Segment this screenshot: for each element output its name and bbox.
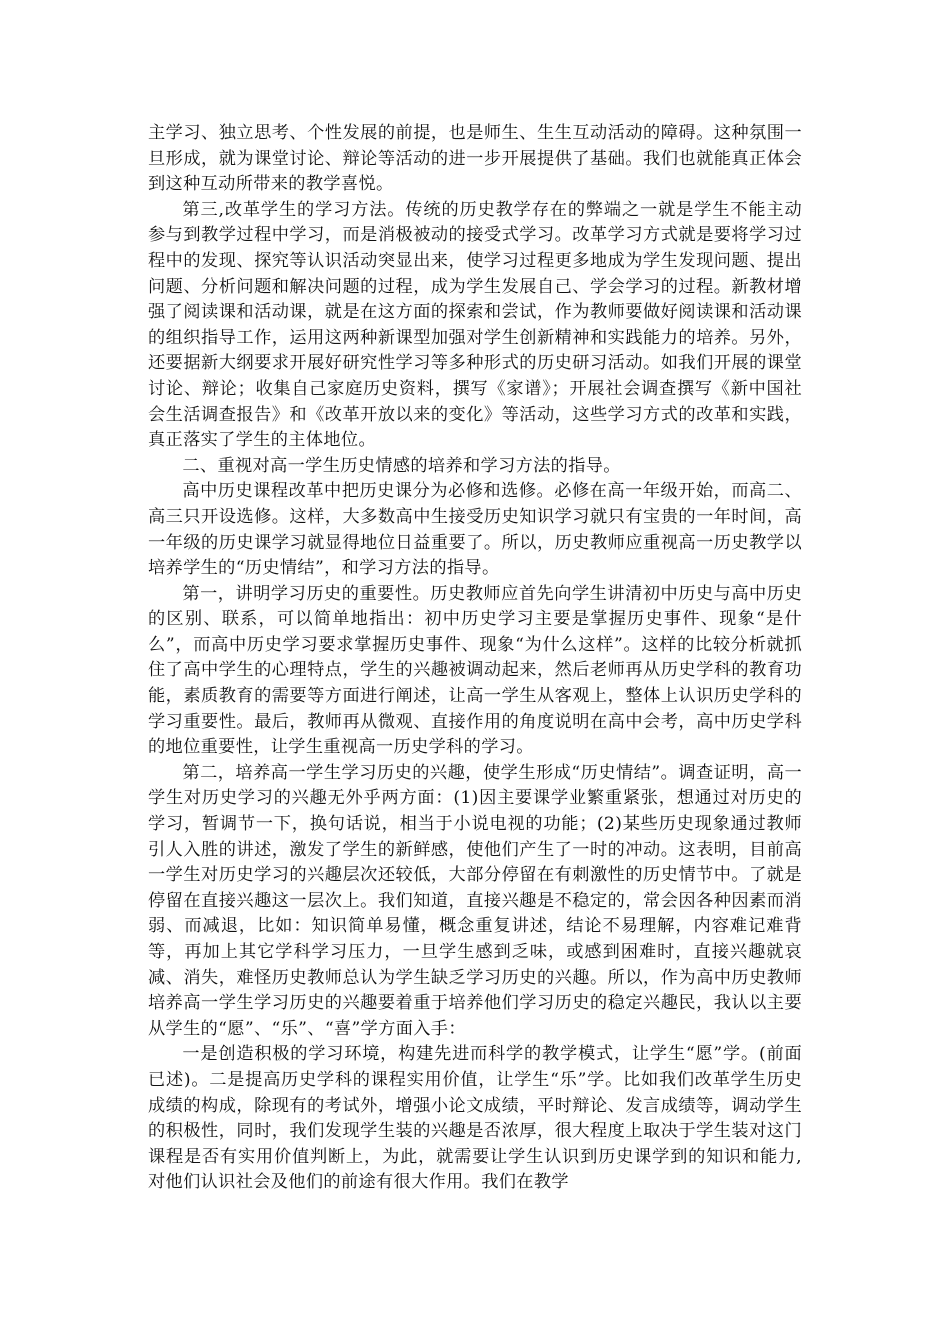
paragraph: 第二，培养高一学生学习历史的兴趣，使学生形成“历史情结”。调查证明，高一学生对历史学习的兴趣无外乎两方面：(1)因主要课学业繁重紧张，想通过对历史的学习，暂调节一下，换句话说，相当于小说电视的功能；(2)某些历史现象通过教师引人入胜的讲述，激发了学生的新鲜感，使他们产生了一时的冲动。这表明，目前高一学生对历史学习的兴趣层次还较低，大部分停留在有刺激性的历史情节中。了就是停留在直接兴趣这一层次上。我们知道，直接兴趣是不稳定的，常会因各种因素而消弱、而减退，比如：知识简单易懂，概念重复讲述，结论不易理解，内容难记难背等，再加上其它学科学习压力，一旦学生感到乏味，或感到困难时，直接兴趣就哀减、消失，难怪历史教师总认为学生缺乏学习历史的兴趣。所以，作为高中历史教师培养高一学生学习历史的兴趣要着重于培养他们学习历史的稳定兴趣民，我认以主要从学生的“愿”、“乐”、“喜”学方面入手：: [148, 762, 802, 1039]
paragraph: 第一，讲明学习历史的重要性。历史教师应首先向学生讲清初中历史与高中历史的区别、联系，可以简单地指出：初中历史学习主要是掌握历史事件、现象“是什么”，而高中历史学习要求掌握历史事件、现象“为什么这样”。这样的比较分析就抓住了高中学生的心理特点，学生的兴趣被调动起来，然后老师再从历史学科的教育功能，素质教育的需要等方面进行阐述，让高一学生从客观上，整体上认识历史学科的学习重要性。最后，教师再从微观、直接作用的角度说明在高中会考，高中历史学科的地位重要性，让学生重视高一历史学科的学习。: [148, 583, 802, 758]
document-page: [148, 121, 802, 1196]
paragraph: 一是创造积极的学习环境，构建先进而科学的教学模式，让学生“愿”学。(前面已述)。二是提高历史学科的课程实用价值，让学生“乐”学。比如我们改革学生历史成绩的构成，除现有的考试外，增强小论文成绩，平时辩论、发言成绩等，调动学生的积极性，同时，我们发现学生装的兴趣是否浓厚，很大程度上取决于学生装对这门课程是否有实用价值判断上，为此，就需要让学生认识到历史课学到的知识和能力,对他们认识社会及他们的前途有很大作用。我们在教学: [148, 1044, 802, 1193]
paragraph: 高中历史课程改革中把历史课分为必修和选修。必修在高一年级开始，而高二、高三只开设选修。这样，大多数高中生接受历史知识学习就只有宝贵的一年时间，高一年级的历史课学习就显得地位日益重要了。所以，历史教师应重视高一历史教学以培养学生的“历史情结”，和学习方法的指导。: [148, 481, 802, 579]
paragraph: 主学习、独立思考、个性发展的前提，也是师生、生生互动活动的障碍。这种氛围一旦形成，就为课堂讨论、辩论等活动的进一步开展提供了基础。我们也就能真正体会到这种互动所带来的教学喜悦。: [148, 123, 802, 195]
paragraph: 第三,改革学生的学习方法。传统的历史教学存在的弊端之一就是学生不能主动参与到教学过程中学习，而是消极被动的接受式学习。改革学习方式就是要将学习过程中的发现、探究等认识活动突显出来，使学习过程更多地成为学生发现问题、提出问题、分析问题和解决问题的过程，成为学生发展自己、学会学习的过程。新教材增强了阅读课和活动课，就是在这方面的探索和尝试，作为教师要做好阅读课和活动课的组织指导工作，运用这两种新课型加强对学生创新精神和实践能力的培养。另外，还要据新大纲要求开展好研究性学习等多种形式的历史研习活动。如我们开展的课堂讨论、辩论；收集自己家庭历史资料，撰写《家谱》；开展社会调查撰写《新中国社会生活调查报告》和《改革开放以来的变化》等活动，这些学习方式的改革和实践，真正落实了学生的主体地位。: [148, 199, 802, 451]
section-heading: 二、重视对高一学生历史情感的培养和学习方法的指导。: [182, 455, 621, 476]
